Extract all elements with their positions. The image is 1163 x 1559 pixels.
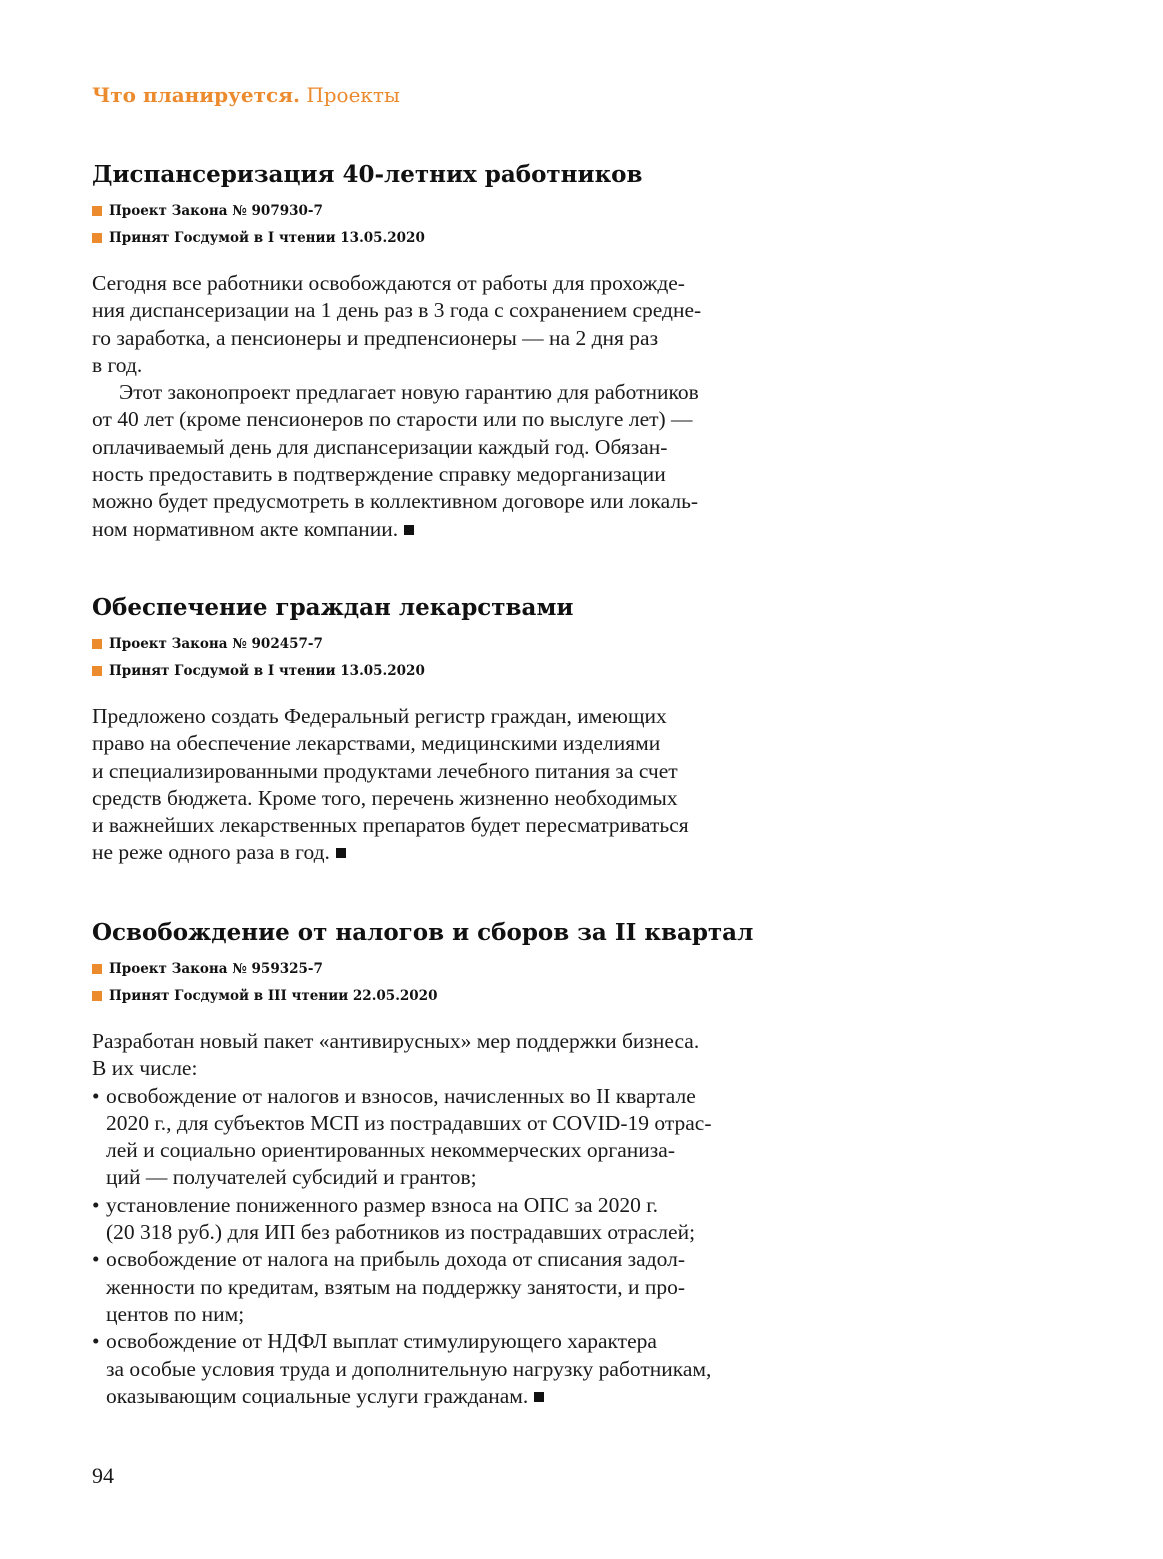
body-line: Предложено создать Федеральный регистр граждан, имеющих	[92, 704, 667, 728]
bill-meta-list	[92, 198, 792, 252]
bullet-icon: •	[92, 1329, 100, 1354]
bullet-icon: •	[92, 1247, 100, 1272]
bill-status: Принят Госдумой в III чтении 22.05.2020	[92, 983, 792, 1010]
body-line: го заработка, а пенсионеры и предпенсионеры — на 2 дня раз	[92, 325, 659, 350]
bill-meta-list	[92, 631, 792, 685]
section-title: Диспансеризация 40-летних работников	[92, 161, 643, 188]
orange-square-marker-icon	[92, 666, 102, 676]
bullet-item: • освобождение от НДФЛ выплат стимулирующего характера	[92, 1328, 792, 1355]
page-number: 94	[92, 1463, 114, 1488]
body-line: ций — получателей субсидий и грантов;	[106, 1165, 477, 1190]
running-head-bold: Что планируется.	[92, 83, 300, 107]
body-line: оплачиваемый день для диспансеризации каждый год. Обязан-	[92, 434, 668, 459]
body-line: центов по ним;	[106, 1301, 245, 1326]
body-line: оказывающим социальные услуги гражданам.	[92, 1383, 792, 1410]
bill-number: Проект Закона № 959325-7	[92, 956, 792, 983]
body-line: не реже одного раза в год.	[92, 839, 792, 866]
body-line: 2020 г., для субъектов МСП из пострадавших от COVID-19 отрас-	[106, 1110, 712, 1135]
orange-square-marker-icon	[92, 991, 102, 1001]
body-line: Сегодня все работники освобождаются от работы для прохожде-	[92, 271, 685, 295]
running-head	[92, 82, 400, 108]
bullet-item: • установление пониженного размер взноса на ОПС за 2020 г.	[92, 1192, 792, 1219]
body-line: от 40 лет (кроме пенсионеров по старости или по выслуге лет) —	[92, 407, 693, 432]
section-body	[92, 1028, 792, 1410]
bullet-icon: •	[92, 1083, 100, 1108]
end-mark-icon	[404, 525, 414, 535]
body-line: женности по кредитам, взятым на поддержку занятости, и про-	[106, 1274, 686, 1299]
body-line: можно будет предусмотреть в коллективном договоре или локаль-	[92, 489, 699, 514]
bullet-item: • освобождение от налогов и взносов, начисленных во II квартале	[92, 1083, 792, 1110]
bill-number: Проект Закона № 902457-7	[92, 631, 792, 658]
body-line: право на обеспечение лекарствами, медицинскими изделиями	[92, 731, 661, 756]
section-body	[92, 703, 792, 867]
body-line: ность предоставить в подтверждение справку медорганизации	[92, 462, 666, 487]
section-nalogi	[92, 918, 792, 1410]
body-line: за особые условия труда и дополнительную нагрузку работникам,	[106, 1356, 712, 1381]
bullet-icon: •	[92, 1192, 100, 1217]
bill-status: Принят Госдумой в I чтении 13.05.2020	[92, 658, 792, 685]
bullet-item: • освобождение от налога на прибыль дохода от списания задол-	[92, 1246, 792, 1273]
section-dispanserizatsiya	[92, 160, 792, 543]
body-line: ния диспансеризации на 1 день раз в 3 года с сохранением средне-	[92, 298, 702, 323]
orange-square-marker-icon	[92, 964, 102, 974]
body-line: В их числе:	[92, 1056, 198, 1081]
bill-meta-list	[92, 956, 792, 1010]
section-body	[92, 270, 792, 543]
section-lekarstva	[92, 593, 792, 867]
running-head-rest: Проекты	[306, 83, 400, 107]
body-line: в год.	[92, 352, 143, 377]
orange-square-marker-icon	[92, 233, 102, 243]
bill-status: Принят Госдумой в I чтении 13.05.2020	[92, 225, 792, 252]
body-line: Разработан новый пакет «антивирусных» мер поддержки бизнеса.	[92, 1029, 700, 1053]
end-mark-icon	[534, 1392, 544, 1402]
body-line: (20 318 руб.) для ИП без работников из пострадавших отраслей;	[106, 1220, 696, 1245]
section-title: Освобождение от налогов и сборов за II квартал	[92, 919, 754, 946]
orange-square-marker-icon	[92, 206, 102, 216]
orange-square-marker-icon	[92, 639, 102, 649]
body-line: ном нормативном акте компании.	[92, 516, 792, 543]
bill-number: Проект Закона № 907930-7	[92, 198, 792, 225]
end-mark-icon	[336, 848, 346, 858]
body-line: и специализированными продуктами лечебного питания за счет	[92, 758, 678, 783]
body-line: средств бюджета. Кроме того, перечень жизненно необходимых	[92, 785, 678, 810]
body-line: Этот законопроект предлагает новую гарантию для работников	[119, 380, 699, 405]
body-line: и важнейших лекарственных препаратов будет пересматриваться	[92, 813, 689, 838]
section-title: Обеспечение граждан лекарствами	[92, 594, 574, 621]
body-line: лей и социально ориентированных некоммерческих организа-	[106, 1138, 675, 1163]
